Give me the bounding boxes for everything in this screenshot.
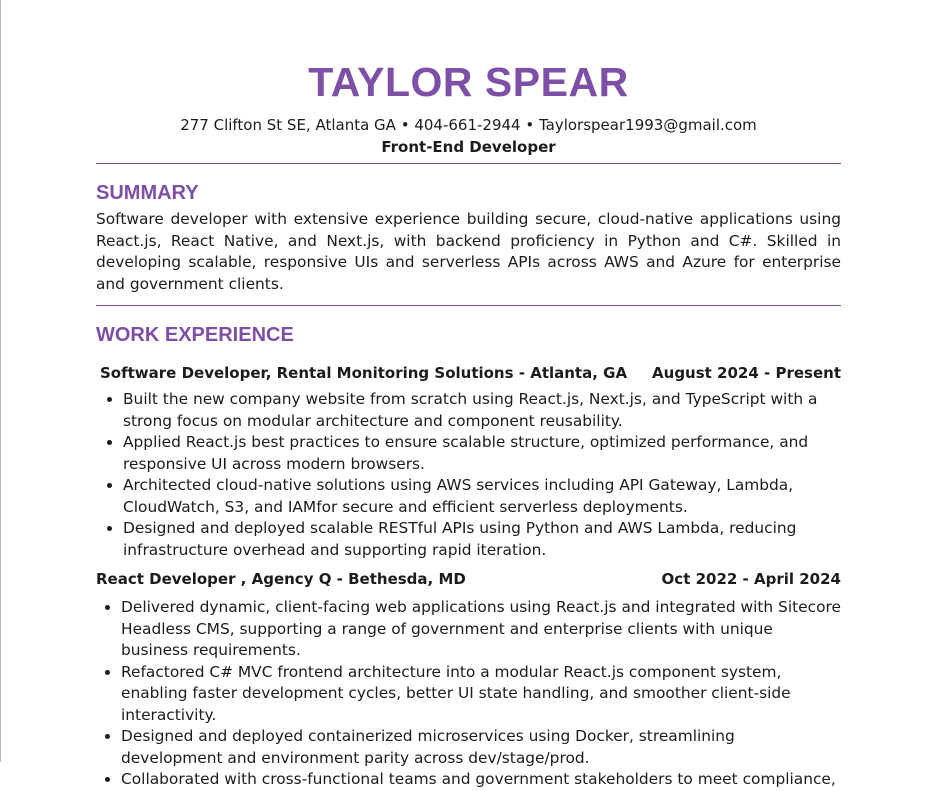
- bullet-item: • Architected cloud-native solutions using AWS services including API Gateway, Lambda, CloudWatch, S3, and IAMfor secure and efficient serverless deployments.: [123, 475, 841, 518]
- resume-page: [96, 0, 841, 791]
- bullet-item: • Built the new company website from scratch using React.js, Next.js, and TypeScript with a strong focus on modular architecture and component reusability.: [123, 389, 841, 432]
- bullet-item: • Collaborated with cross-functional teams and government stakeholders to meet compliance,: [121, 769, 841, 791]
- job-dates: August 2024 - Present: [652, 364, 841, 382]
- summary-heading: SUMMARY: [96, 182, 199, 204]
- job-role: Software Developer, Rental Monitoring Solutions - Atlanta, GA: [100, 364, 628, 382]
- job-header: [96, 569, 841, 589]
- job-dates: Oct 2022 - April 2024: [661, 570, 841, 588]
- job-title: Front-End Developer: [381, 138, 556, 156]
- job-header: [96, 363, 841, 383]
- candidate-name: TAYLOR SPEAR: [308, 59, 629, 105]
- job-bullets: [96, 597, 841, 791]
- bullet-item: • Designed and deployed containerized microservices using Docker, streamlining development and environment parity across dev/stage/prod.: [121, 726, 841, 769]
- summary-text: Software developer with extensive experience building secure, cloud-native applications using React.js, React Native, and Next.js, with backend proficiency in Python and C#. Skilled in developing scalable, responsive UIs and serverless APIs across AWS and Azure for enterprise and government clients.: [96, 210, 841, 293]
- bullet-item: • Designed and deployed scalable RESTful APIs using Python and AWS Lambda, reducing infrastructure overhead and supporting rapid iteration.: [123, 518, 841, 561]
- contact-line: 277 Clifton St SE, Atlanta GA • 404-661-2944 • Taylorspear1993@gmail.com: [180, 116, 757, 134]
- experience-heading: WORK EXPERIENCE: [96, 324, 294, 346]
- bullet-item: • Applied React.js best practices to ensure scalable structure, optimized performance, and responsive UI across modern browsers.: [123, 432, 841, 475]
- page-edge: [0, 0, 1, 762]
- job-role: React Developer , Agency Q - Bethesda, MD: [96, 570, 466, 588]
- summary-divider: [96, 305, 841, 306]
- bullet-item: • Refactored C# MVC frontend architecture into a modular React.js component system, enabling faster development cycles, better UI state handling, and smoother client-side interactivity.: [121, 662, 841, 727]
- bullet-item: • Delivered dynamic, client-facing web applications using React.js and integrated with Sitecore Headless CMS, supporting a range of government and enterprise clients with unique business requirements.: [121, 597, 841, 662]
- job-bullets: [96, 389, 841, 561]
- header-divider: [96, 163, 841, 164]
